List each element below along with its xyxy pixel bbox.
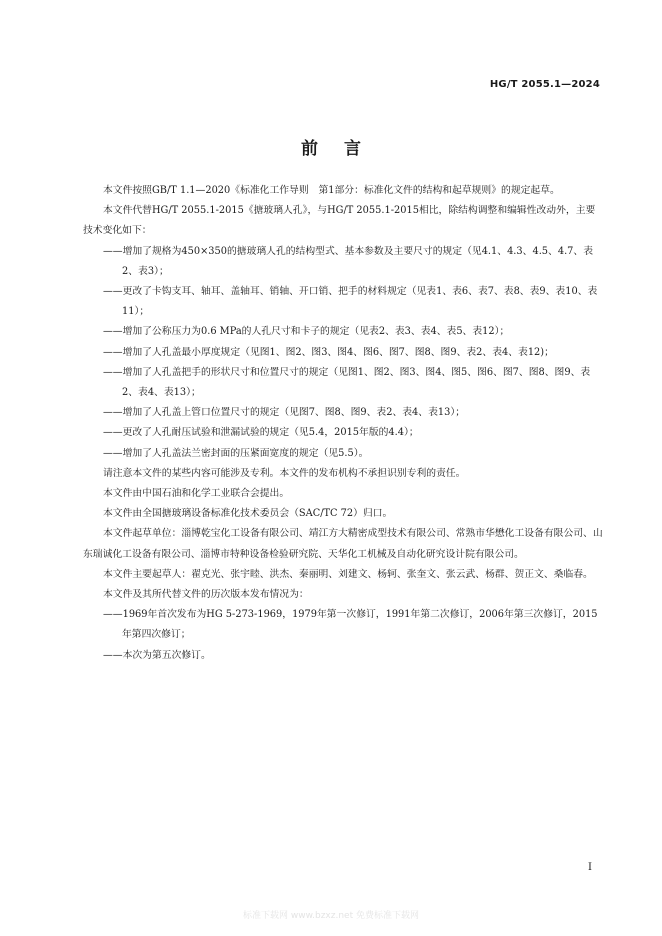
list-item: ——增加了规格为450×350的搪玻璃人孔的结构型式、基本参数及主要尺寸的规定（见4.1、4.3、4.5、4.7、表2、表3）； (103, 245, 594, 277)
list-item: ——增加了人孔盖上管口位置尺寸的规定（见图7、图8、图9、表2、表4、表13）； (103, 407, 466, 419)
paragraph: 本文件起草单位：淄博乾宝化工设备有限公司、靖江方大精密成型技术有限公司、常熟市华懋化工设备有限公司、山东瑞诚化工设备有限公司、淄博市特种设备检验研究院、天华化工机械及自动化研究设计院有限公司。 (83, 528, 603, 560)
standard-code: HG/T 2055.1—2024 (489, 79, 600, 90)
list-item: ——更改了卡钩支耳、轴耳、盖轴耳、销轴、开口销、把手的材料规定（见表1、表6、表7、表8、表9、表10、表11）； (103, 286, 598, 318)
list-item: ——增加了公称压力为0.6 MPa的人孔尺寸和卡子的规定（见表2、表3、表4、表5、表12）； (103, 326, 510, 338)
list-item: ——增加了人孔盖法兰密封面的压紧面宽度的规定（见5.5）。 (103, 447, 369, 459)
list-item: ——增加了人孔盖把手的形状尺寸和位置尺寸的规定（见图1、图2、图3、图4、图5、图6、图7、图8、图9、表2、表4、表13）； (103, 366, 591, 399)
paragraph: 本文件由中国石油和化学工业联合会提出。 (103, 488, 290, 500)
page-number: I (588, 862, 592, 873)
paragraph: 本文件代替HG/T 2055.1-2015《搪玻璃人孔》，与HG/T 2055.1-2015相比，除结构调整和编辑性改动外，主要技术变化如下： (83, 205, 596, 237)
list-item: ——增加了人孔盖最小厚度规定（见图1、图2、图3、图4、图6、图7、图8、图9、表2、表4、表12)； (103, 346, 554, 358)
footer-watermark: 标准下载网 www.bzxz.net 免费标准下载网 (243, 911, 419, 921)
foreword-body (83, 181, 603, 666)
paragraph: 请注意本文件的某些内容可能涉及专利。本文件的发布机构不承担识别专利的责任。 (103, 467, 466, 479)
paragraph: 本文件及其所代替文件的历次版本发布情况为： (103, 589, 309, 601)
paragraph: 本文件主要起草人：翟克光、张宇睦、洪杰、秦丽明、刘建文、杨轲、张奎文、张云武、杨群、贺正文、桑临春。 (103, 568, 593, 580)
paragraph: 本文件按照GB/T 1.1—2020《标准化工作导则 第1部分：标准化文件的结构和起草规则》的规定起草。 (103, 185, 560, 196)
list-item: ——本次为第五次修订。 (103, 649, 211, 661)
page-title: 前言 (301, 139, 387, 159)
list-item: ——更改了人孔耐压试验和泄漏试验的规定（见5.4，2015年版的4.4）； (103, 427, 419, 439)
list-item: ——1969年首次发布为HG 5-273-1969，1979年第一次修订，1991年第二次修订，2006年第三次修订，2015年第四次修订； (103, 609, 598, 641)
paragraph: 本文件由全国搪玻璃设备标准化技术委员会（SAC/TC 72）归口。 (103, 508, 393, 520)
